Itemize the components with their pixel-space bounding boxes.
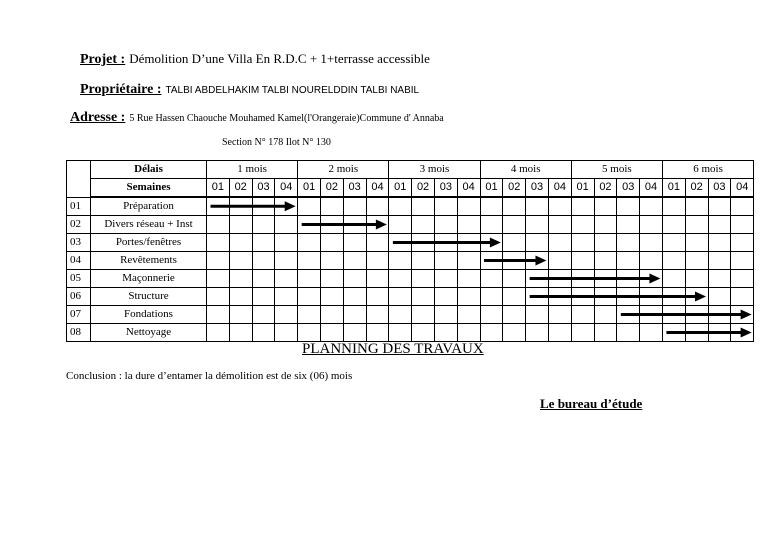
week-cell — [662, 197, 685, 216]
planning-table — [66, 160, 754, 342]
week-cell — [640, 234, 663, 252]
week-header: 01 — [480, 179, 503, 198]
task-number: 06 — [67, 288, 91, 306]
week-cell — [526, 288, 549, 306]
week-cell — [389, 288, 412, 306]
week-cell — [389, 270, 412, 288]
week-cell — [662, 252, 685, 270]
week-cell — [389, 234, 412, 252]
semaines-header: Semaines — [91, 179, 207, 198]
week-cell — [731, 252, 754, 270]
week-cell — [731, 270, 754, 288]
week-cell — [526, 234, 549, 252]
task-number: 07 — [67, 306, 91, 324]
week-cell — [526, 270, 549, 288]
week-cell — [207, 234, 230, 252]
week-cell — [457, 197, 480, 216]
week-cell — [503, 216, 526, 234]
week-cell — [434, 234, 457, 252]
week-header: 03 — [343, 179, 366, 198]
corner-cell — [67, 161, 91, 198]
week-cell — [571, 197, 594, 216]
week-cell — [662, 288, 685, 306]
task-name: Structure — [91, 288, 207, 306]
week-cell — [594, 270, 617, 288]
week-cell — [480, 324, 503, 342]
week-header: 02 — [594, 179, 617, 198]
task-name: Revêtements — [91, 252, 207, 270]
task-row — [67, 288, 754, 306]
week-cell — [343, 234, 366, 252]
week-cell — [275, 288, 298, 306]
week-cell — [594, 197, 617, 216]
week-cell — [412, 306, 435, 324]
week-header: 01 — [662, 179, 685, 198]
week-cell — [685, 270, 708, 288]
week-cell — [457, 324, 480, 342]
week-cell — [571, 252, 594, 270]
week-cell — [298, 216, 321, 234]
week-cell — [503, 306, 526, 324]
week-cell — [434, 197, 457, 216]
week-cell — [320, 306, 343, 324]
month-header: 2 mois — [298, 161, 389, 179]
week-cell — [526, 216, 549, 234]
week-cell — [548, 270, 571, 288]
task-number: 05 — [67, 270, 91, 288]
week-cell — [526, 197, 549, 216]
month-header: 6 mois — [662, 161, 753, 179]
week-cell — [480, 288, 503, 306]
week-cell — [480, 197, 503, 216]
week-cell — [275, 324, 298, 342]
week-cell — [320, 197, 343, 216]
week-cell — [366, 306, 389, 324]
week-cell — [366, 234, 389, 252]
week-cell — [594, 324, 617, 342]
week-cell — [366, 252, 389, 270]
week-cell — [503, 252, 526, 270]
week-cell — [389, 197, 412, 216]
week-cell — [640, 252, 663, 270]
address-label: Adresse : — [70, 110, 126, 125]
week-cell — [480, 252, 503, 270]
week-cell — [594, 216, 617, 234]
task-number: 02 — [67, 216, 91, 234]
task-row — [67, 252, 754, 270]
week-cell — [252, 324, 275, 342]
week-cell — [548, 234, 571, 252]
week-cell — [298, 197, 321, 216]
week-cell — [298, 234, 321, 252]
week-cell — [662, 306, 685, 324]
week-cell — [503, 288, 526, 306]
week-cell — [457, 252, 480, 270]
task-name: Maçonnerie — [91, 270, 207, 288]
project-label: Projet : — [80, 52, 126, 67]
week-cell — [229, 252, 252, 270]
week-cell — [366, 216, 389, 234]
task-row — [67, 324, 754, 342]
week-cell — [640, 324, 663, 342]
week-cell — [252, 252, 275, 270]
week-header: 01 — [207, 179, 230, 198]
week-cell — [662, 216, 685, 234]
week-cell — [366, 288, 389, 306]
week-cell — [503, 197, 526, 216]
week-cell — [275, 216, 298, 234]
task-row — [67, 270, 754, 288]
task-name: Nettoyage — [91, 324, 207, 342]
week-cell — [548, 216, 571, 234]
week-header: 03 — [708, 179, 731, 198]
week-cell — [708, 306, 731, 324]
week-cell — [640, 216, 663, 234]
week-cell — [229, 234, 252, 252]
owner-line — [80, 80, 419, 98]
week-cell — [343, 252, 366, 270]
week-cell — [685, 234, 708, 252]
week-cell — [480, 216, 503, 234]
week-cell — [343, 306, 366, 324]
week-cell — [275, 197, 298, 216]
week-cell — [229, 270, 252, 288]
week-cell — [366, 270, 389, 288]
week-cell — [389, 216, 412, 234]
week-cell — [343, 324, 366, 342]
week-cell — [252, 234, 275, 252]
week-cell — [617, 306, 640, 324]
week-header: 02 — [685, 179, 708, 198]
week-cell — [412, 324, 435, 342]
week-cell — [320, 252, 343, 270]
week-cell — [640, 270, 663, 288]
address-line — [70, 108, 444, 126]
week-cell — [229, 197, 252, 216]
week-cell — [412, 252, 435, 270]
week-header: 04 — [366, 179, 389, 198]
week-cell — [207, 306, 230, 324]
week-cell — [229, 324, 252, 342]
week-header: 02 — [412, 179, 435, 198]
week-cell — [480, 306, 503, 324]
week-cell — [366, 197, 389, 216]
week-cell — [207, 324, 230, 342]
week-cell — [640, 197, 663, 216]
week-cell — [343, 216, 366, 234]
week-cell — [343, 270, 366, 288]
week-cell — [275, 234, 298, 252]
week-header: 04 — [640, 179, 663, 198]
week-cell — [708, 324, 731, 342]
week-cell — [526, 252, 549, 270]
week-cell — [571, 288, 594, 306]
week-cell — [252, 197, 275, 216]
week-cell — [731, 234, 754, 252]
week-cell — [298, 288, 321, 306]
week-cell — [229, 306, 252, 324]
week-header: 04 — [731, 179, 754, 198]
week-cell — [320, 288, 343, 306]
week-cell — [571, 216, 594, 234]
week-cell — [685, 288, 708, 306]
owner-label: Propriétaire : — [80, 82, 162, 97]
week-cell — [617, 324, 640, 342]
week-header: 03 — [434, 179, 457, 198]
week-cell — [617, 252, 640, 270]
week-cell — [320, 270, 343, 288]
week-cell — [617, 270, 640, 288]
week-cell — [480, 234, 503, 252]
week-cell — [343, 197, 366, 216]
week-cell — [708, 288, 731, 306]
task-row — [67, 216, 754, 234]
week-cell — [685, 197, 708, 216]
week-cell — [229, 216, 252, 234]
week-cell — [708, 270, 731, 288]
week-cell — [434, 252, 457, 270]
week-cell — [662, 324, 685, 342]
week-cell — [343, 288, 366, 306]
week-cell — [571, 324, 594, 342]
week-cell — [617, 288, 640, 306]
week-header: 01 — [298, 179, 321, 198]
week-cell — [594, 306, 617, 324]
week-cell — [320, 234, 343, 252]
week-cell — [457, 288, 480, 306]
week-cell — [594, 252, 617, 270]
bureau-signature: Le bureau d’étude — [540, 396, 643, 411]
week-cell — [434, 306, 457, 324]
week-cell — [731, 216, 754, 234]
week-cell — [617, 197, 640, 216]
week-cell — [662, 270, 685, 288]
week-cell — [252, 270, 275, 288]
week-cell — [412, 234, 435, 252]
week-cell — [412, 270, 435, 288]
week-cell — [412, 216, 435, 234]
week-cell — [640, 288, 663, 306]
week-cell — [252, 216, 275, 234]
week-cell — [457, 216, 480, 234]
month-header: 3 mois — [389, 161, 480, 179]
week-header: 02 — [320, 179, 343, 198]
delais-header: Délais — [91, 161, 207, 179]
week-cell — [389, 252, 412, 270]
task-row — [67, 306, 754, 324]
owner-value: TALBI ABDELHAKIM TALBI NOURELDDIN TALBI NABIL — [165, 85, 420, 96]
week-cell — [207, 197, 230, 216]
week-header: 01 — [389, 179, 412, 198]
week-cell — [207, 252, 230, 270]
week-cell — [275, 306, 298, 324]
week-cell — [526, 324, 549, 342]
week-cell — [434, 288, 457, 306]
week-cell — [548, 288, 571, 306]
week-cell — [252, 306, 275, 324]
task-name: Fondations — [91, 306, 207, 324]
week-cell — [526, 306, 549, 324]
project-value: Démolition D’une Villa En R.D.C + 1+terrasse accessible — [129, 51, 430, 66]
week-cell — [571, 270, 594, 288]
week-cell — [207, 288, 230, 306]
week-cell — [731, 324, 754, 342]
week-cell — [207, 216, 230, 234]
task-number: 01 — [67, 197, 91, 216]
month-header: 4 mois — [480, 161, 571, 179]
week-cell — [320, 216, 343, 234]
week-cell — [457, 234, 480, 252]
week-cell — [708, 216, 731, 234]
week-cell — [457, 306, 480, 324]
month-header: 1 mois — [207, 161, 298, 179]
planning-title: PLANNING DES TRAVAUX — [302, 341, 484, 357]
week-header: 02 — [503, 179, 526, 198]
week-cell — [548, 324, 571, 342]
task-name: Divers réseau + Inst — [91, 216, 207, 234]
task-name: Portes/fenêtres — [91, 234, 207, 252]
week-cell — [571, 234, 594, 252]
week-cell — [731, 197, 754, 216]
week-header: 04 — [275, 179, 298, 198]
week-cell — [685, 252, 708, 270]
week-cell — [434, 324, 457, 342]
week-cell — [731, 288, 754, 306]
week-header: 04 — [548, 179, 571, 198]
week-cell — [708, 252, 731, 270]
week-header: 03 — [617, 179, 640, 198]
week-cell — [412, 197, 435, 216]
week-cell — [548, 197, 571, 216]
week-cell — [207, 270, 230, 288]
task-number: 08 — [67, 324, 91, 342]
address-value: 5 Rue Hassen Chaouche Mouhamed Kamel(l'Orangeraie)Commune d' Annaba — [129, 113, 444, 124]
week-cell — [662, 234, 685, 252]
week-cell — [412, 288, 435, 306]
week-cell — [685, 306, 708, 324]
week-cell — [434, 270, 457, 288]
week-cell — [298, 324, 321, 342]
week-cell — [685, 324, 708, 342]
week-cell — [275, 252, 298, 270]
task-row — [67, 234, 754, 252]
week-cell — [320, 324, 343, 342]
week-cell — [389, 324, 412, 342]
week-header: 04 — [457, 179, 480, 198]
week-cell — [685, 216, 708, 234]
conclusion-text: Conclusion : la dure d’entamer la démolition est de six (06) mois — [66, 370, 353, 382]
week-cell — [503, 234, 526, 252]
section-info: Section N° 178 Ilot N° 130 — [222, 137, 331, 148]
week-cell — [708, 234, 731, 252]
week-cell — [617, 234, 640, 252]
week-header: 02 — [229, 179, 252, 198]
week-cell — [434, 216, 457, 234]
week-cell — [298, 270, 321, 288]
week-cell — [457, 270, 480, 288]
task-number: 03 — [67, 234, 91, 252]
week-cell — [298, 306, 321, 324]
week-cell — [480, 270, 503, 288]
week-cell — [548, 306, 571, 324]
week-cell — [708, 197, 731, 216]
week-cell — [275, 270, 298, 288]
task-row — [67, 197, 754, 216]
week-cell — [731, 306, 754, 324]
week-cell — [548, 252, 571, 270]
week-header: 01 — [571, 179, 594, 198]
week-header: 03 — [526, 179, 549, 198]
week-cell — [298, 252, 321, 270]
week-cell — [229, 288, 252, 306]
task-number: 04 — [67, 252, 91, 270]
project-line — [80, 50, 430, 68]
week-cell — [389, 306, 412, 324]
week-header: 03 — [252, 179, 275, 198]
week-cell — [640, 306, 663, 324]
week-cell — [617, 216, 640, 234]
week-cell — [366, 324, 389, 342]
week-cell — [503, 270, 526, 288]
week-cell — [503, 324, 526, 342]
week-cell — [571, 306, 594, 324]
month-header: 5 mois — [571, 161, 662, 179]
week-cell — [594, 234, 617, 252]
week-cell — [252, 288, 275, 306]
task-name: Préparation — [91, 197, 207, 216]
week-cell — [594, 288, 617, 306]
